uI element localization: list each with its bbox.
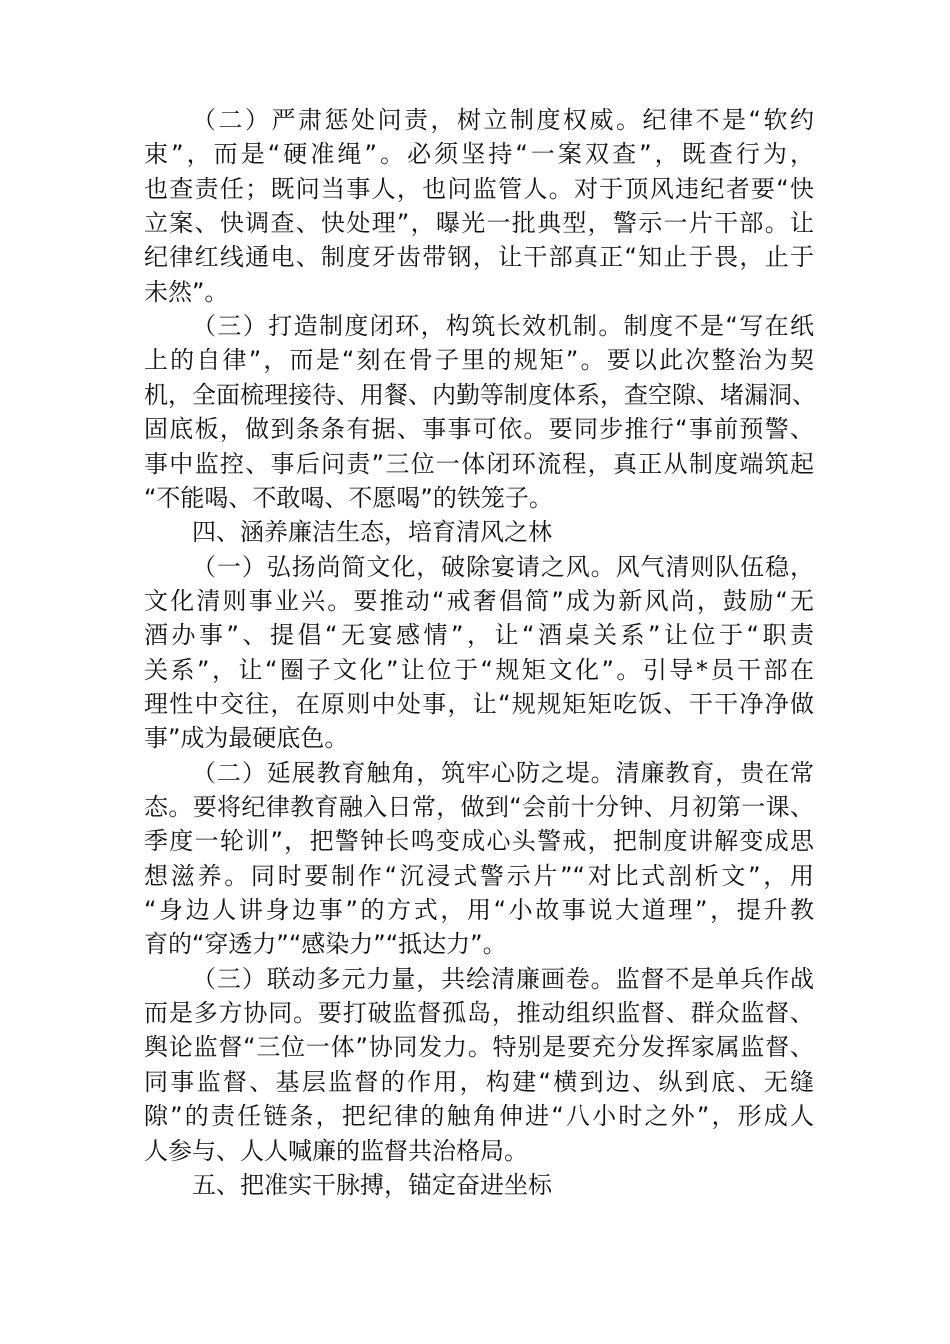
text-line: （三）联动多元力量，共绘清廉画卷。监督不是单兵作战 <box>192 964 814 993</box>
text-line: （三）打造制度闭环，构筑长效机制。制度不是“写在纸 <box>192 312 814 341</box>
text-line: 舆论监督“三位一体”协同发力。特别是要充分发挥家属监督、 <box>144 1033 814 1062</box>
text-line: 态。要将纪律教育融入日常，做到“会前十分钟、月初第一课、 <box>144 793 814 821</box>
section-heading: 四、涵养廉洁生态，培育清风之林 <box>192 518 552 547</box>
text-line: “身边人讲身边事”的方式，用“小故事说大道理”，提升教 <box>144 896 814 925</box>
section-heading: 五、把准实干脉搏，锚定奋进坐标 <box>192 1170 552 1199</box>
text-line: 人参与、人人喊廉的监督共治格局。 <box>144 1136 528 1165</box>
text-line: 理性中交往，在原则中处事，让“规规矩矩吃饭、干干净净做 <box>144 689 814 718</box>
text-line: 纪律红线通电、制度牙齿带钢，让干部真正“知止于畏，止于 <box>144 243 814 272</box>
text-line: 束”，而是“硬准绳”。必须坚持“一案双查”，既查行为， <box>144 140 814 169</box>
text-line: 固底板，做到条条有据、事事可依。要同步推行“事前预警、 <box>144 415 814 444</box>
text-line: （二）严肃惩处问责，树立制度权威。纪律不是“软约 <box>192 106 814 134</box>
text-line: 而是多方协同。要打破监督孤岛，推动组织监督、群众监督、 <box>144 999 814 1028</box>
text-line: 事”成为最硬底色。 <box>144 724 349 753</box>
text-line: 同事监督、基层监督的作用，构建“横到边、纵到底、无缝 <box>144 1067 814 1096</box>
text-line: 酒办事”、提倡“无宴感情”，让“酒桌关系”让位于“职责 <box>144 621 814 650</box>
text-line: 季度一轮训”，把警钟长鸣变成心头警戒，把制度讲解变成思 <box>144 827 814 856</box>
text-line: 育的“穿透力”“感染力”“抵达力”。 <box>144 930 507 959</box>
text-line: 机，全面梳理接待、用餐、内勤等制度体系，查空隙、堵漏洞、 <box>144 380 816 409</box>
text-line: 关系”，让“圈子文化”让位于“规矩文化”。引导*员干部在 <box>144 655 814 684</box>
text-line: 立案、快调查、快处理”，曝光一批典型，警示一片干部。让 <box>144 209 814 238</box>
text-line: 事中监控、事后问责”三位一体闭环流程，真正从制度端筑起 <box>144 449 814 478</box>
text-line: 想滋养。同时要制作“沉浸式警示片”“对比式剖析文”，用 <box>144 861 814 890</box>
text-line: 也查责任；既问当事人，也问监管人。对于顶风违纪者要“快 <box>144 174 814 203</box>
text-line: “不能喝、不敢喝、不愿喝”的铁笼子。 <box>144 483 553 512</box>
text-line: 上的自律”，而是“刻在骨子里的规矩”。要以此次整治为契 <box>144 346 814 375</box>
text-line: 未然”。 <box>144 277 229 306</box>
text-line: 隙”的责任链条，把纪律的触角伸进“八小时之外”，形成人 <box>144 1102 814 1131</box>
text-line: 文化清则事业兴。要推动“戒奢倡简”成为新风尚，鼓励“无 <box>144 586 814 615</box>
text-line: （二）延展教育触角，筑牢心防之堤。清廉教育，贵在常 <box>192 758 814 787</box>
text-line: （一）弘扬尚简文化，破除宴请之风。风气清则队伍稳， <box>192 552 814 581</box>
